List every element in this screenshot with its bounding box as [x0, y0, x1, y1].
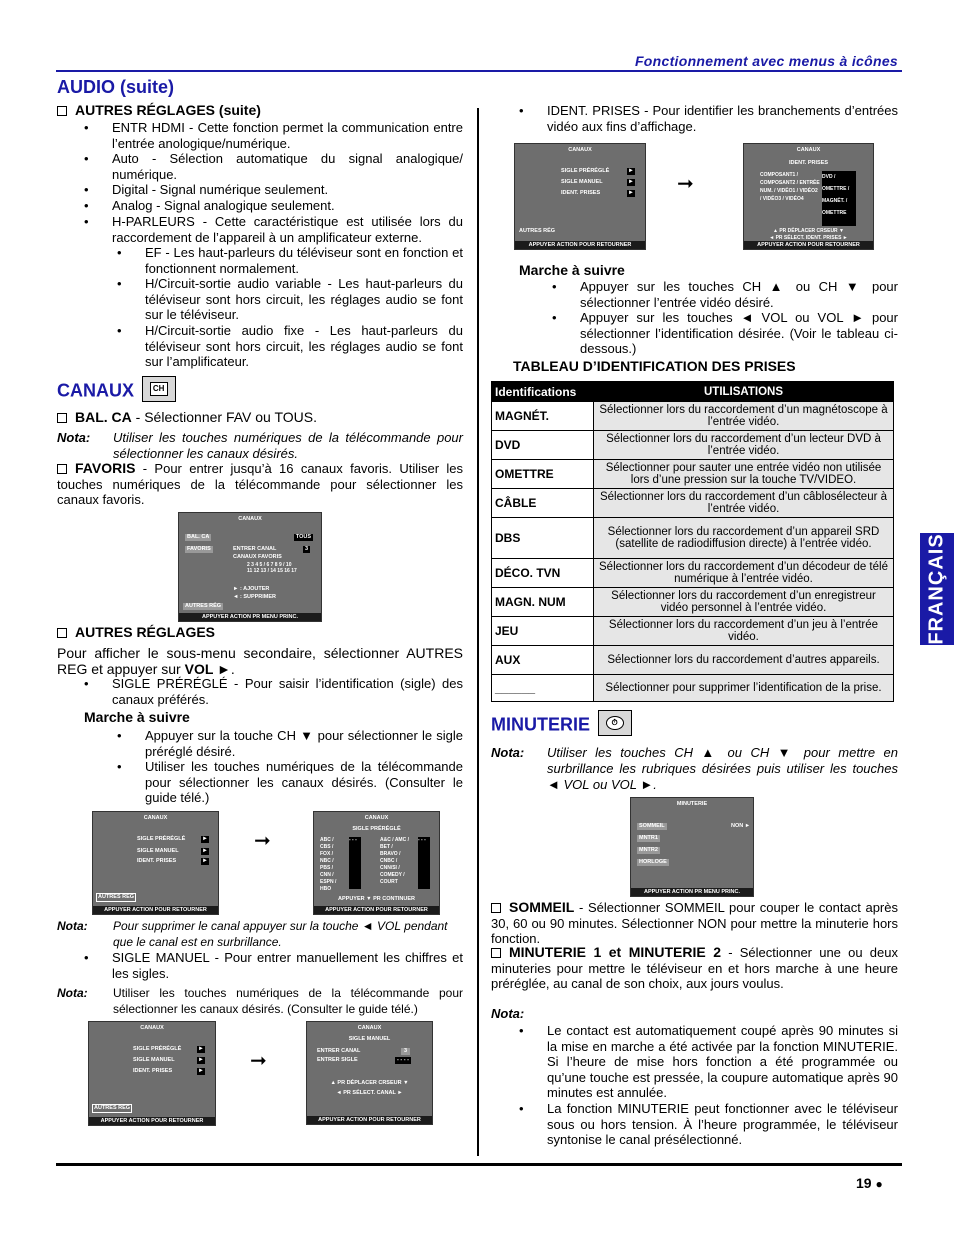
- list-item: • SIGLE PRÉRÉGLÉ - Pour saisir l’identification (sigle) des canaux préférés.: [84, 676, 463, 707]
- checkbox-icon: [57, 413, 67, 423]
- list-item: • Appuyer sur la touche CH ▼ pour sélectionner le sigle préréglé désiré.: [117, 728, 463, 759]
- checkbox-icon: [491, 903, 501, 913]
- list-item: • La fonction MINUTERIE peut fonctionner avec le téléviseur sous ou hors tension. À l’heure programmée, le téléviseur syntonise le canal présélectionné.: [519, 1101, 898, 1147]
- minuterie-screen: MINUTERIE SOMMEIL NON ► MNTR1 MNTR2 HORLOGE APPUYER ACTION PR MENU PRINC.: [630, 797, 754, 897]
- nota-3: Nota: Utiliser les touches numériques de la télécommande pour sélectionner les canaux désirés. (Consulter le guide télé.): [57, 986, 463, 1016]
- sigle-manuel-screen: CANAUX SIGLE MANUEL ENTRER CANAL 3 ENTRER SIGLE - - - - ▲ PR DÉPLACER CRSEUR ▼ ◄ PR SÉLECT. CANAL ► APPUYER ACTION POUR RETOURNER: [306, 1021, 433, 1125]
- list-item: • H/Circuit-sortie audio fixe - Les haut-parleurs du téléviseur sont hors circuit, les réglages audio se font sur l’amplificateur.: [117, 323, 463, 369]
- list-item: • Utiliser les touches numériques de la télécommande pour sélectionner les canaux désirés. (Consulter le guide télé.): [117, 759, 463, 805]
- header-rule: [56, 70, 902, 72]
- list-item: • IDENT. PRISES - Pour identifier les branchements d’entrées vidéo aux fins d’affichage.: [519, 103, 898, 134]
- checkbox-icon: [57, 106, 67, 116]
- checkbox-icon: [57, 628, 67, 638]
- minuterie-heading-row: [491, 714, 632, 740]
- list-item: • Auto - Sélection automatique du signal analogique/ numérique.: [84, 151, 463, 182]
- list-item: • Le contact est automatiquement coupé après 90 minutes si la mise en marche a été activée par la fonction MINUTERIE. Si l’heure de mise hors fonction a été programmée ou qu’une touche est pressée, la coupure automatique après 90 minutes est annulée.: [519, 1023, 898, 1100]
- timer-icon: ⏱: [598, 710, 632, 736]
- sigle-prereg-screen: CANAUX SIGLE PRÉRÉGLÉ ABC / CBS / FOX / NBC / PBS / CNN / ESPN / HBO - - - A&C / AMC / BET / BRAVO / CNBC / CNN/SI / COMEDY / COURT - - - APPUYER ▼ PR CONTINUER APPUYER ACTION POUR RETOURNER: [313, 811, 440, 915]
- canaux-heading: CANAUX: [57, 380, 135, 401]
- tableau-title: TABLEAU D’IDENTIFICATION DES PRISES: [513, 358, 796, 374]
- list-item: • H/Circuit-sortie audio variable - Les haut-parleurs du téléviseur sont hors circuit, les réglages audio se font sur le téléviseur.: [117, 276, 463, 322]
- prises-table: [491, 381, 894, 702]
- list-item: • EF - Les haut-parleurs du téléviseur sont en fonction et fonctionnent normalement.: [117, 245, 463, 276]
- arrow-right-icon: ➞: [254, 830, 271, 852]
- list-item: • Appuyer sur les touches ◄ VOL ou VOL ► pour sélectionner l’identification désirée. (Voir le tableau ci-dessous.): [552, 310, 898, 356]
- table-row: DÉCO. TVN Sélectionner lors du raccordement d’un décodeur de télé numérique à l’entrée vidéo.: [492, 559, 894, 588]
- table-row: DBS Sélectionner lors du raccordement d’un appareil SRD (satellite de radiodiffusion directe) à l’entrée vidéo.: [492, 518, 894, 559]
- canaux-submenu-screen-2: CANAUX SIGLE PRÉRÉGLÉ ► SIGLE MANUEL ► IDENT. PRISES ► AUTRES RÉG APPUYER ACTION POUR RETOURNER: [88, 1021, 216, 1126]
- channel-icon: CH: [142, 376, 176, 402]
- page-header-title: Fonctionnement avec menus à icônes: [634, 53, 898, 69]
- marche-suivre-heading-right: Marche à suivre: [519, 262, 625, 278]
- language-tab: FRANÇAIS: [920, 533, 954, 645]
- list-item: • H-PARLEURS - Cette caractéristique est utilisée lors du raccordement de l’appareil à un amplificateur externe.: [84, 214, 463, 245]
- table-row: MAGN. NUM Sélectionner lors du raccordement d’un enregistreur vidéo personnel à l’entrée vidéo.: [492, 588, 894, 617]
- minuterie12-paragraph: MINUTERIE 1 et MINUTERIE 2 - Sélectionner une ou deux minuteries pour mettre le téléviseur en et hors marche à une heure préréglée, au canal de son choix, aux jours voulus.: [491, 944, 898, 991]
- table-row: DVD Sélectionner lors du raccordement d’un lecteur DVD à l’entrée vidéo.: [492, 431, 894, 460]
- nota-minuterie: Nota: Utiliser les touches CH ▲ ou CH ▼ pour mettre en surbrillance les rubriques désirées puis utiliser les touches ◄ VOL ou VOL ►.: [491, 745, 898, 792]
- table-row: ______ Sélectionner pour supprimer l’identification de la prise.: [492, 675, 894, 702]
- list-item: • Digital - Signal numérique seulement.: [84, 182, 329, 197]
- autres-reglages-suite-heading: AUTRES RÉGLAGES (suite): [57, 103, 261, 119]
- checkbox-icon: [57, 464, 67, 474]
- arrow-right-icon: ➞: [677, 173, 694, 195]
- list-item: • Analog - Signal analogique seulement.: [84, 198, 335, 213]
- marche-suivre-heading: Marche à suivre: [84, 709, 190, 725]
- ident-prises-screen: CANAUX IDENT. PRISES COMPOSANT1 / COMPOSANT2 / ENTRÉE NUM. / VIDÉO1 / VIDÉO2 / VIDÉO3 / VIDÉO4 DVD / OMETTRE / MAGNÉT. / OMETTRE ▲ PR DÉPLACER CRSEUR ▼ ◄ PR SÉLECT. IDENT. PRISES ► APPUYER ACTION POUR RETOURNER: [743, 143, 874, 250]
- table-row: JEU Sélectionner lors du raccordement d’un jeu à l’entrée vidéo.: [492, 617, 894, 646]
- nota-label-right: Nota:: [491, 1006, 525, 1021]
- arrow-right-icon: ➞: [250, 1050, 267, 1072]
- checkbox-icon: [491, 948, 501, 958]
- list-item: • Appuyer sur les touches CH ▲ ou CH ▼ pour sélectionner l’entrée vidéo désiré.: [552, 279, 898, 310]
- bal-ca-line: BAL. CA - Sélectionner FAV ou TOUS.: [57, 410, 317, 426]
- page-number: 19 ●: [856, 1175, 883, 1191]
- canaux-ident-screen: CANAUX SIGLE PRÉRÉGLÉ ► SIGLE MANUEL ► IDENT. PRISES ► AUTRES RÉG APPUYER ACTION POUR RETOURNER: [514, 143, 646, 250]
- canaux-heading-row: [57, 380, 176, 406]
- nota-2: Nota: Pour supprimer le canal appuyer sur la touche ◄ VOL pendant que le canal est en surbrillance.: [57, 919, 448, 949]
- column-divider: [477, 108, 479, 1156]
- table-header-row: Identifications UTILISATIONS: [492, 382, 894, 402]
- minuterie-heading: MINUTERIE: [491, 714, 590, 735]
- canaux-submenu-screen: CANAUX SIGLE PRÉRÉGLÉ ► SIGLE MANUEL ► IDENT. PRISES ► AUTRES RÉG APPUYER ACTION POUR RETOURNER: [92, 811, 219, 915]
- list-item: • ENTR HDMI - Cette fonction permet la communication entre l’entrée anologique/numérique.: [84, 120, 463, 151]
- audio-suite-heading: AUDIO (suite): [57, 77, 174, 97]
- nota-1: Nota: Utiliser les touches numériques de la télécommande pour sélectionner les canaux désirés.: [57, 430, 463, 461]
- footer-rule: [56, 1163, 902, 1166]
- favorites-menu-screen: CANAUX BAL. CA TOUS FAVORIS ENTRER CANAL 3 CANAUX FAVORIS 2 3 4 5 / 6 7 8 9 / 10 11 12 13 / 14 15 16 17 ► : AJOUTER ◄ : SUPPRIMER AUTRES RÉG APPUYER ACTION PR MENU PRINC.: [178, 512, 322, 622]
- favoris-paragraph: FAVORIS - Pour entrer jusqu’à 16 canaux favoris. Utiliser les touches numériques de la télécommande pour sélectionner les canaux favoris.: [57, 460, 463, 507]
- table-row: CÂBLE Sélectionner lors du raccordement d’un câblosélecteur à l’entrée vidéo.: [492, 489, 894, 518]
- table-row: AUX Sélectionner lors du raccordement d’autres appareils.: [492, 646, 894, 675]
- autres-paragraph: Pour afficher le sous-menu secondaire, sélectionner AUTRES REG et appuyer sur VOL ►.: [57, 645, 463, 677]
- table-row: OMETTRE Sélectionner pour sauter une entrée vidéo non utilisée lors d’une pression sur la touche TV/VIDEO.: [492, 460, 894, 489]
- list-item: • SIGLE MANUEL - Pour entrer manuellement les chiffres et les sigles.: [84, 950, 463, 981]
- autres-reglages-heading: AUTRES RÉGLAGES: [57, 625, 215, 641]
- sommeil-paragraph: SOMMEIL - Sélectionner SOMMEIL pour couper le contact après 30, 60 ou 90 minutes. Sélectionner NON pour mettre la minuterie hors fonction.: [491, 899, 898, 946]
- table-row: MAGNÉT. Sélectionner lors du raccordement d’un magnétoscope à l’entrée vidéo.: [492, 402, 894, 431]
